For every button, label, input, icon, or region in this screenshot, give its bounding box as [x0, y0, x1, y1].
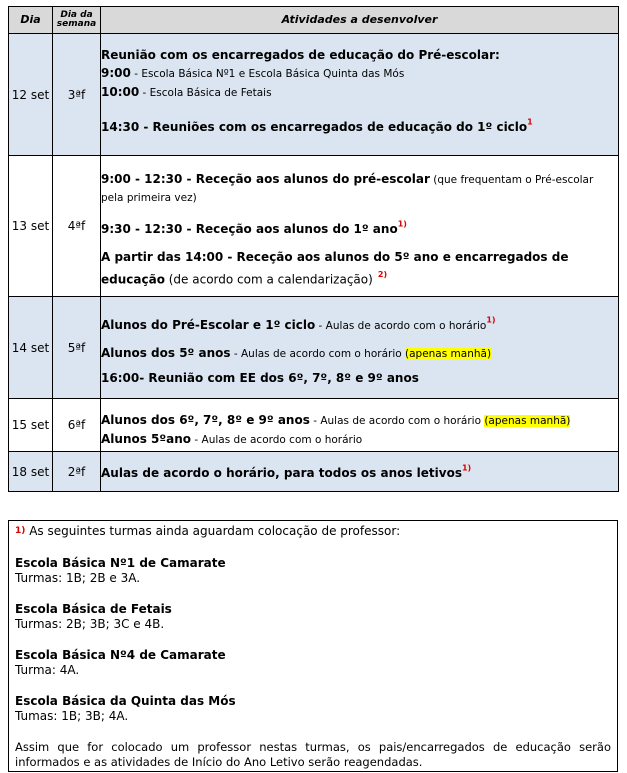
- school-name: Escola Básica da Quinta das Mós: [15, 694, 236, 708]
- day-cell: 15 set: [9, 399, 53, 452]
- weekday-cell: 3ªf: [53, 34, 101, 156]
- footnote-box: [8, 520, 618, 772]
- highlight-badge: (apenas manhã): [405, 348, 492, 360]
- activity-line: Alunos do Pré-Escolar e 1º ciclo: [101, 318, 316, 332]
- school-name: Escola Básica de Fetais: [15, 602, 172, 616]
- school-classes: Turmas: 1B; 2B e 3A.: [15, 571, 141, 585]
- activity-desc: (que frequentam o Pré-escolar pela primeira vez): [101, 174, 594, 204]
- activity-line: Alunos 5ºano: [101, 432, 192, 446]
- activity-line: A partir das 14:00 - Receção aos alunos do 5º ano e encarregados de educação: [101, 250, 569, 287]
- footnote-ref: 1): [397, 219, 407, 229]
- activity-desc: (de acordo com a calendarização): [164, 272, 373, 287]
- schedule-table: [8, 6, 619, 492]
- school-classes: Turma: 4A.: [15, 663, 80, 677]
- header-row: [9, 7, 619, 34]
- activity-line: 14:30 - Reuniões com os encarregados de educação do 1º ciclo: [101, 120, 528, 134]
- weekday-cell: 2ªf: [53, 452, 101, 492]
- row-12-set: [9, 34, 619, 156]
- activity-desc: - Escola Básica de Fetais: [139, 87, 272, 99]
- weekday-cell: 6ªf: [53, 399, 101, 452]
- header-day: Dia: [9, 7, 53, 34]
- activity-cell: [101, 297, 619, 399]
- footnote-mark: 1): [15, 526, 26, 536]
- school-name: Escola Básica Nº4 de Camarate: [15, 648, 226, 662]
- activity-time: 9:00: [101, 66, 131, 80]
- footnote-intro: As seguintes turmas ainda aguardam colocação de professor:: [25, 524, 401, 538]
- weekday-cell: 4ªf: [53, 156, 101, 297]
- activity-line: Aulas de acordo o horário, para todos os anos letivos: [101, 466, 462, 480]
- school-name: Escola Básica Nº1 de Camarate: [15, 556, 226, 570]
- activity-desc: - Aulas de acordo com o horário: [309, 415, 485, 427]
- activity-cell: [101, 156, 619, 297]
- day-cell: 18 set: [9, 452, 53, 492]
- day-cell: 14 set: [9, 297, 53, 399]
- header-activities: Atividades a desenvolver: [101, 7, 619, 34]
- weekday-cell: 5ªf: [53, 297, 101, 399]
- footnote-ref: 2): [377, 270, 388, 279]
- activity-desc: - Aulas de acordo com o horário: [230, 348, 405, 360]
- activity-time: 10:00: [101, 85, 140, 99]
- day-cell: 12 set: [9, 34, 53, 156]
- footnote-ref: 1): [486, 315, 496, 325]
- highlight-badge: (apenas manhã): [484, 415, 571, 427]
- activity-line: Alunos dos 6º, 7º, 8º e 9º anos: [101, 413, 310, 427]
- footnote-ref: 1: [527, 117, 533, 127]
- activity-line: Reunião com os encarregados de educação do Pré-escolar:: [101, 48, 500, 62]
- footnote-ref: 1): [461, 463, 472, 473]
- row-14-set: [9, 297, 619, 399]
- row-13-set: [9, 156, 619, 297]
- activity-line: 9:30 - 12:30 - Receção aos alunos do 1º ano: [101, 222, 398, 236]
- row-15-set: [9, 399, 619, 452]
- school-classes: Turmas: 2B; 3B; 3C e 4B.: [15, 617, 165, 631]
- activity-line: 16:00- Reunião com EE dos 6º, 7º, 8º e 9º anos: [101, 371, 419, 385]
- activity-cell: [101, 399, 619, 452]
- activity-desc: - Aulas de acordo com o horário: [315, 320, 487, 332]
- activity-line: Alunos dos 5º anos: [101, 346, 231, 360]
- day-cell: 13 set: [9, 156, 53, 297]
- closing-note: Assim que for colocado um professor nestas turmas, os pais/encarregados de educação serão informados e as atividades de Início do Ano Letivo serão reagendadas.: [15, 740, 611, 769]
- school-classes: Tumas: 1B; 3B; 4A.: [15, 709, 129, 723]
- activity-cell: [101, 34, 619, 156]
- activity-cell: [101, 452, 619, 492]
- activity-desc: - Aulas de acordo com o horário: [191, 434, 363, 446]
- activity-line: 9:00 - 12:30 - Receção aos alunos do pré-escolar: [101, 172, 430, 186]
- activity-desc: - Escola Básica Nº1 e Escola Básica Quinta das Mós: [130, 68, 405, 80]
- row-18-set: [9, 452, 619, 492]
- header-weekday: Dia da semana: [53, 7, 101, 34]
